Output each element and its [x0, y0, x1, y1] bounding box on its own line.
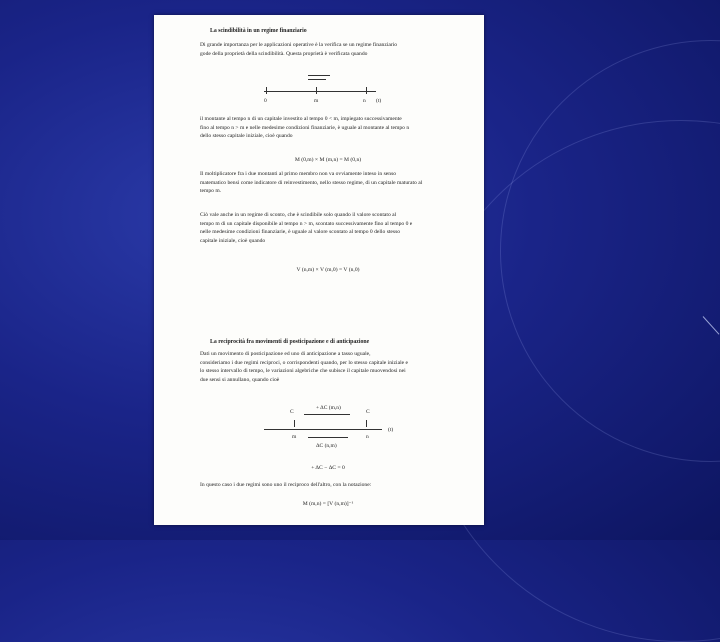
axis2-label-n: n	[366, 434, 369, 440]
axis1-tick	[266, 87, 267, 94]
section2-title: La reciprocità fra movimenti di posticipazione e di anticipazione	[210, 339, 370, 345]
axis2-c-left: C	[290, 409, 294, 415]
axis1-label-0: 0	[264, 98, 267, 104]
section1-title: La scindibilità in un regime finanziario	[210, 28, 307, 34]
axis1-label-t: (t)	[376, 98, 382, 104]
section2-para2: In questo caso i due regimi sono uno il reciproco dell'altro, con la notazione:	[200, 482, 372, 488]
axis2-bottom-label: ΔC (n,m)	[316, 443, 337, 449]
axis2-tick	[294, 420, 295, 427]
section1-formula1: M (0,m) × M (m,n) = M (0,n)	[294, 157, 362, 163]
axis2-c-right: C	[366, 409, 370, 415]
axis1-label-n: n	[363, 98, 366, 104]
axis1-label-m: m	[314, 98, 319, 104]
axis2-top-arrow	[304, 414, 350, 415]
axis2-line	[264, 429, 382, 430]
axis1-line	[264, 91, 376, 92]
axis1-arrow	[308, 75, 330, 76]
section2-para1: Dati un movimento di posticipazione ed uno di anticipazione a tasso uguale, consideriamo i due regimi reciproci, o corrispondenti quando, per lo stesso capitale iniziale e lo stesso intervallo di tempo, le variazioni algebriche che subisce il capitale muovendosi nei due sensi si annullano, quando cioè	[200, 351, 408, 383]
section1-para3: Ciò vale anche in un regime di sconto, che è scindibile solo quando il valore scontato al tempo m di un capitale disponibile al tempo n > m, scontato successivamente fino al tempo 0 e nelle medesime condizioni finanziarie, è uguale al valore scontato al tempo 0 dello stesso capitale iniziale, cioè quando	[200, 212, 413, 244]
section1-intro: Di grande importanza per le applicazioni operative è la verifica se un regime finanziario gode della proprietà della scindibilità. Questa proprietà è verificata quando	[200, 42, 398, 57]
axis1-tick	[366, 87, 367, 94]
axis2-label-m: m	[292, 434, 297, 440]
document-page	[154, 15, 484, 525]
axis1-tick	[316, 87, 317, 94]
axis2-top-label: + ΔC (m,n)	[316, 405, 341, 411]
axis2-tick	[366, 420, 367, 427]
section1-para2: Il moltiplicatore fra i due montanti al primo membro non va ovviamente inteso in senso matematico bensì come indicatore di reinvestimento, nello stesso regime, di un capitale maturato al tempo m.	[200, 171, 423, 195]
axis1-arrow2	[308, 79, 326, 80]
section1-formula2: V (n,m) × V (m,0) = V (n,0)	[296, 267, 360, 273]
section1-para1: il montante al tempo n di un capitale investito al tempo 0 < m, impiegato successivamente fino al tempo n > m e nelle medesime condizioni finanziarie, è uguale al montante al tempo n dello stesso capitale iniziale, cioè quando	[200, 116, 410, 140]
section2-formula1: + ΔC − ΔC = 0	[311, 465, 345, 471]
section2-formula2: M (m,n) = [V (n,m)]⁻¹	[302, 501, 354, 507]
axis2-label-t: (t)	[388, 427, 394, 433]
axis2-bottom-arrow	[308, 437, 348, 438]
